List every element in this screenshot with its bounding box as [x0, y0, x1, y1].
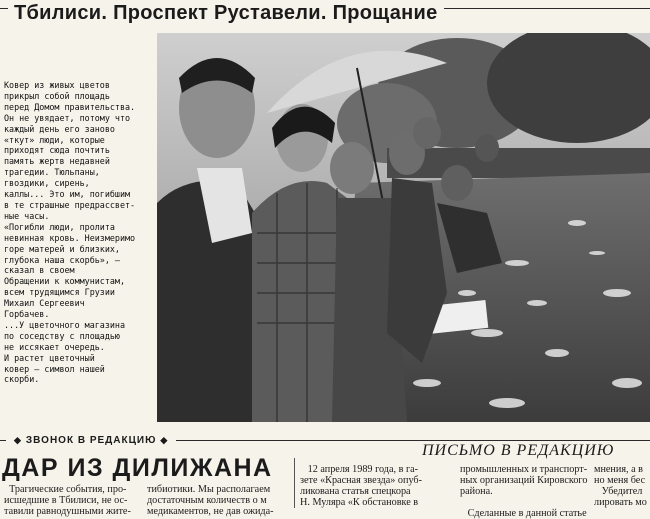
diamond-ornament-icon: ◆ — [160, 435, 169, 445]
photo-caption-text: Ковер из живых цветов прикрыл собой площадь перед Домом правительства. Он не увядает, потому что каждый день его заново «ткут» люди, которые приходят сюда почтить память жертв недавней трагедии. Тюльпаны, гвоздики, сирень, каллы... Это им, погибшим в те страшные предрассвет- ные часы. «Погибли люди, пролита невинная кровь. Неизмеримо горе матерей и близких, глубока наша скорбь», — сказал в своем Обращении к коммунистам, всем трудящимся Грузии Михаил Сергеевич Горбачев. ...У цветочного магазина по соседству с площадью не иссякает очередь. И растет цветочный ковер — символ нашей скорби. — [4, 80, 136, 385]
column-divider — [294, 458, 295, 508]
news-photo-image — [157, 33, 650, 422]
diamond-ornament-icon: ◆ — [14, 435, 22, 445]
rubric-phone-call — [6, 432, 176, 449]
rubric-phone-call-label: ЗВОНОК В РЕДАКЦИЮ — [25, 435, 157, 446]
letter-column-1: 12 апреля 1989 года, в га- зете «Красная звезда» опуб- ликована статья спецкора Н. Муляра «К обстановке в — [300, 464, 422, 508]
article-title: ДАР ИЗ ДИЛИЖАНА — [2, 454, 273, 482]
article-column-2: тибиотики. Мы располагаем достаточным количеств о м медикаментов, не дав ожида- — [147, 484, 274, 517]
article-column-1: Трагические события, про- исшедшие в Тбилиси, не ос- тавили равнодушными жите- — [4, 484, 131, 517]
letter-column-3: мнения, а в но меня бес Убедител лировать мо — [594, 464, 647, 508]
news-photo — [157, 33, 650, 422]
rubric-letter: ПИСЬМО В РЕДАКЦИЮ — [416, 441, 620, 461]
page-headline: Тбилиси. Проспект Руставели. Прощание — [8, 0, 444, 26]
letter-column-2: промышленных и транспорт- ных организаций Кировского района. Сделанные в данной статье — [460, 464, 588, 519]
